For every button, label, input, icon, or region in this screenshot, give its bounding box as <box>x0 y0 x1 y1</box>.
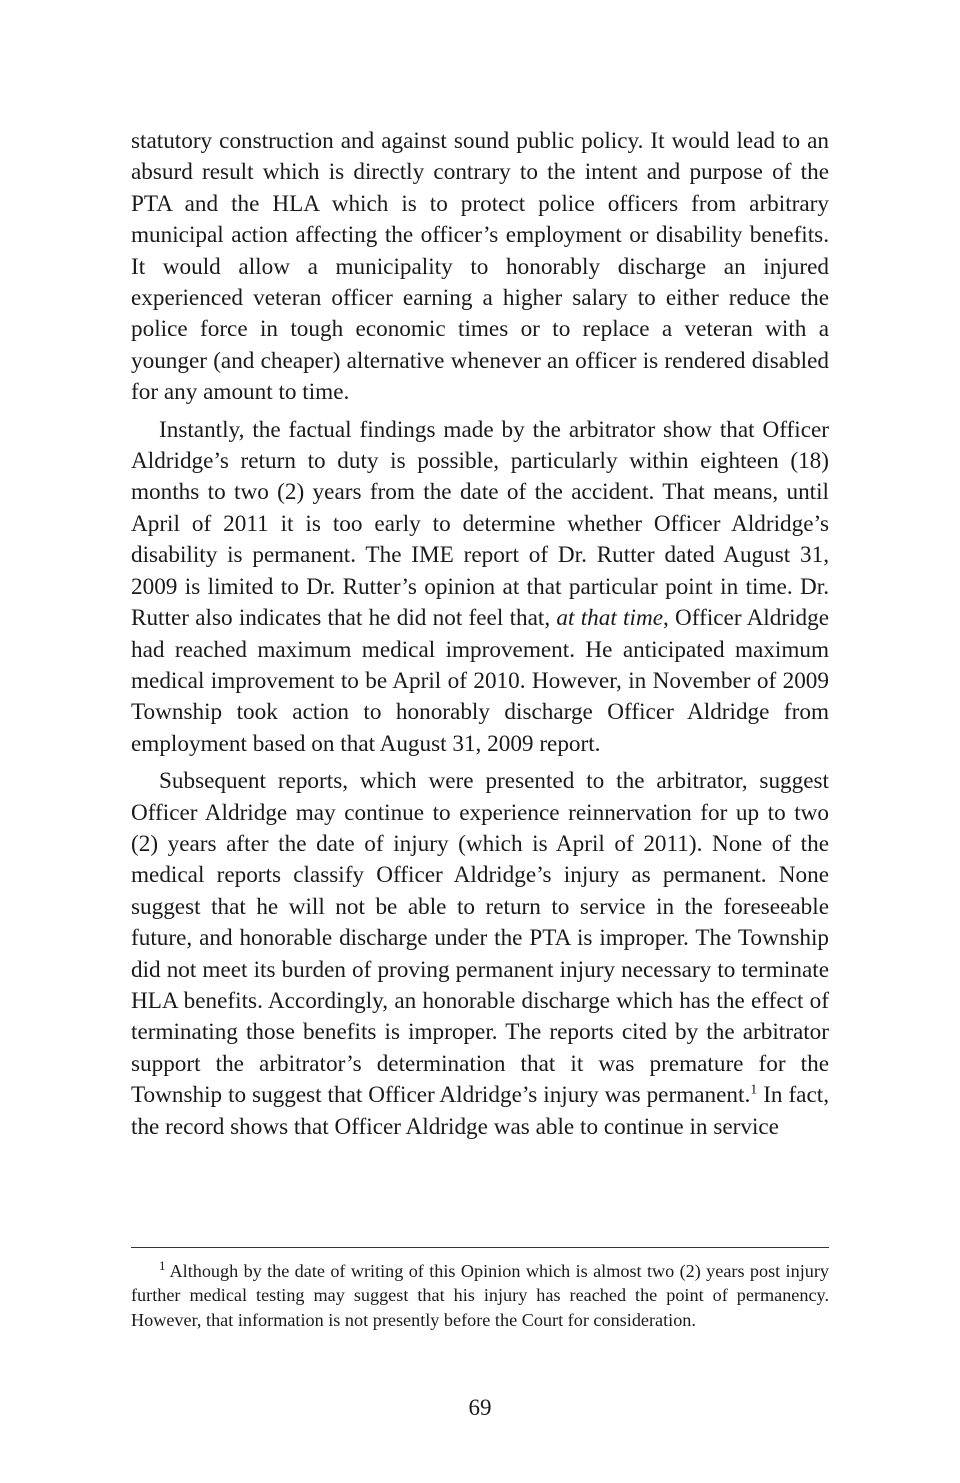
footnote-reference[interactable]: 1 <box>750 1082 758 1098</box>
paragraph <box>131 766 829 1143</box>
paragraph-text: In fact, the record shows that Officer Aldridge was able to continue in service <box>131 1082 829 1140</box>
paragraph-text: Subsequent reports, which were presented to the arbitrator, suggest Officer Aldridge may continue to experience reinnervation for up to two (2) years after the date of injury (which is April of 2011). None of the medical reports classify Officer Aldridge’s injury as permanent. None suggest that he will not be able to return to service in the foreseeable future, and honorable discharge under the PTA is improper. The Township did not meet its burden of proving permanent injury necessary to terminate HLA benefits. Accordingly, an honorable discharge which has the effect of terminating those benefits is improper. The reports cited by the arbitrator support the arbitrator’s determination that it was premature for the Township to suggest that Officer Aldridge’s injury was permanent. <box>131 768 829 1109</box>
page-number: 69 <box>468 1395 492 1420</box>
footnote-mark: 1 <box>159 1257 166 1273</box>
footnote-text: Although by the date of writing of this Opinion which is almost two (2) years post injury further medical testing may suggest that his injury has reached the point of permanency. However, that information is not presently before the Court for consideration. <box>131 1261 829 1330</box>
paragraph-text: , Officer Aldridge had reached maximum medical improvement. He anticipated maximum medical improvement to be April of 2010. However, in November of 2009 Township took action to honorably discharge Officer Aldridge from employment based on that August 31, 2009 report. <box>131 605 829 757</box>
footnote <box>131 1259 829 1332</box>
paragraph <box>131 415 829 760</box>
paragraph: statutory construction and against sound public policy. It would lead to an absurd result which is directly contrary to the intent and purpose of the PTA and the HLA which is to protect police officers from arbitrary municipal action affecting the officer’s employment or disability benefits. It would allow a municipality to honorably discharge an injured experienced veteran officer earning a higher salary to either reduce the police force in tough economic times or to replace a veteran with a younger (and cheaper) alternative whenever an officer is rendered disabled for any amount to time. <box>131 128 829 406</box>
footnote-divider <box>131 1247 829 1248</box>
italic-phrase: at that time <box>556 605 663 632</box>
paragraph-text: Instantly, the factual findings made by the arbitrator show that Officer Aldridge’s return to duty is possible, particularly within eighteen (18) months to two (2) years from the date of the accident. That means, until April of 2011 it is too early to determine whether Officer Aldridge’s disability is permanent. The IME report of Dr. Rutter dated August 31, 2009 is limited to Dr. Rutter’s opinion at that particular point in time. Dr. Rutter also indicates that he did not feel that, <box>131 416 829 632</box>
body-text <box>131 126 829 1149</box>
